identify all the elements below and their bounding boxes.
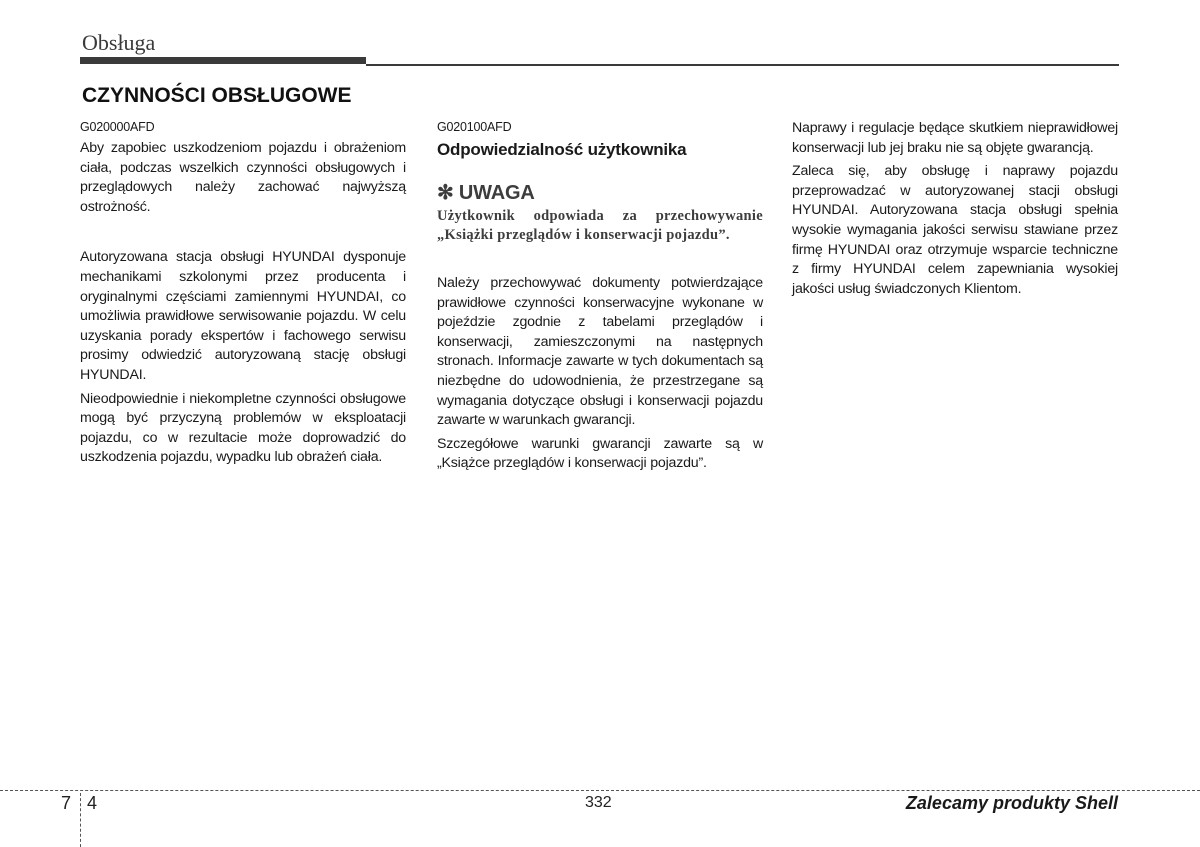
paragraph: Autoryzowana stacja obsługi HYUNDAI dysponuje mechanikami szkolonymi przez producenta i oryginalnymi częściami zamiennymi HYUNDAI, co umożliwia prawidłowe serwisowanie pojazdu. W celu uzyskania porady ekspertów i fachowego serwisu prosimy odwiedzić autoryzowaną stację obsługi HYUNDAI.: [80, 249, 406, 383]
section-header: Obsługa: [82, 30, 156, 55]
section-code: G020100AFD: [437, 120, 512, 134]
footer-divider: [80, 793, 81, 847]
paragraph: Szczegółowe warunki gwarancji zawarte są w „Książce przeglądów i konserwacji pojazdu”.: [437, 435, 763, 472]
column-2: [437, 119, 763, 478]
paragraph: Nieodpowiednie i niekompletne czynności obsługowe mogą być przyczyną problemów w eksploatacji pojazdu, co w rezultacie może doprowadzić do uszkodzenia pojazdu, wypadku lub obrażeń ciała.: [80, 390, 406, 466]
spacer: [80, 221, 406, 248]
chapter-number: 7: [61, 793, 72, 813]
column-1: [80, 119, 406, 472]
paragraph: Aby zapobiec uszkodzeniom pojazdu i obrażeniom ciała, podczas wszelkich czynności obsługowych i przeglądowych należy zachować najwyższą ostrożność.: [80, 140, 406, 215]
chapter-page-number: 4: [87, 793, 98, 813]
note-body: Użytkownik odpowiada za przechowywanie „Książki przeglądów i konserwacji pojazdu”.: [437, 208, 763, 243]
subsection-heading: Odpowiedzialność użytkownika: [437, 140, 687, 159]
header-rule-thick: [80, 57, 366, 64]
header-rule-thin: [366, 64, 1119, 66]
section-code: G020000AFD: [80, 120, 155, 134]
footer-rule: [0, 790, 1200, 791]
column-3: [792, 119, 1118, 303]
page-number: 332: [585, 794, 612, 811]
paragraph: Zaleca się, aby obsługę i naprawy pojazdu przeprowadzać w autoryzowanej stacji obsługi HYUNDAI. Autoryzowana stacja obsługi spełnia wysokie wymagania jakości serwisu stawiane przez firmę HYUNDAI oraz otrzymuje wsparcie techniczne z firmy HYUNDAI celem zapewniania wysokiej jakości usług świadczonych Klientom.: [792, 163, 1118, 297]
footer-brand: Zalecamy produkty Shell: [905, 793, 1118, 813]
paragraph: Należy przechowywać dokumenty potwierdzające prawidłowe czynności konserwacyjne wykonane w pojeździe zgodnie z tabelami przeglądów i konserwacji, zamieszczonymi na następnych stronach. Informacje zawarte w tych dokumentach są niezbędne do udowodnienia, że przestrzegane są wymagania dotyczące obsługi i konserwacji pojazdu zawarte w warunkach gwarancji.: [437, 275, 763, 429]
paragraph: Naprawy i regulacje będące skutkiem nieprawidłowej konserwacji lub jej braku nie są objęte gwarancją.: [792, 120, 1118, 156]
note-title: ✻ UWAGA: [437, 182, 535, 204]
page-title: CZYNNOŚCI OBSŁUGOWE: [82, 84, 352, 107]
